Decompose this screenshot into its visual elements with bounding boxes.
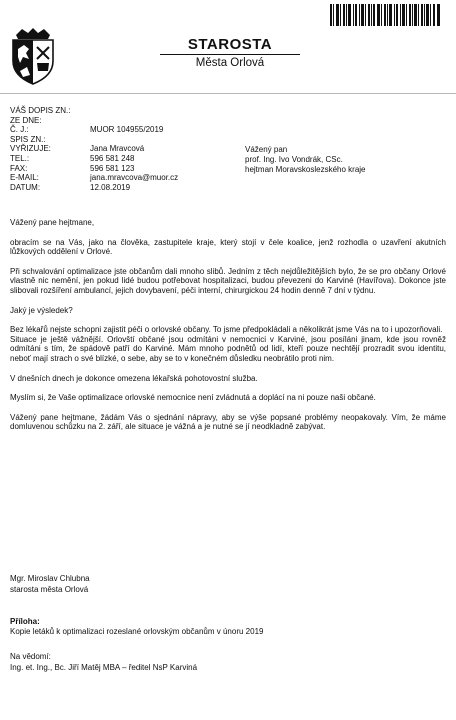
header-divider — [0, 93, 456, 94]
copy-to-block — [10, 652, 197, 673]
copy-to-heading: Na vědomí: — [10, 652, 51, 661]
meta-row — [10, 135, 178, 145]
attachment-heading: Příloha: — [10, 617, 40, 626]
meta-value: 596 581 123 — [90, 163, 135, 173]
meta-row — [10, 144, 178, 154]
meta-label: ZE DNE: — [10, 115, 42, 125]
signature-block — [10, 573, 90, 595]
meta-label: E-MAIL: — [10, 173, 39, 183]
paragraph: Vážený pane hejtmane, žádám Vás o sjednání nápravy, aby se výše popsané problémy neopakovaly. Vím, že máme domluvenou schůzku na 2. září, ale situace je vážná a je nutné se jí neodkladně zabývat. — [10, 412, 446, 432]
paragraph: Při schvalování optimalizace jste občanům dali mnoho slibů. Jedním z těch nejdůležitějších bylo, že se pro občany Orlové vlastně nic nemění, jen pokud lidé budou potřebovat hospitalizaci, budou převezeni do Karviné (Havířova). Dokonce jste slibovali rozšíření ambulancí, jejich dovybavení, péči interní, chirurgickou 24 hodin denně 7 dní v týdnu. — [10, 266, 446, 295]
meta-row — [10, 183, 178, 193]
meta-label: VÁŠ DOPIS ZN.: — [10, 106, 71, 115]
meta-value: jana.mravcova@muor.cz — [90, 173, 179, 183]
meta-value: MUOR 104955/2019 — [90, 125, 164, 135]
meta-label: FAX: — [10, 163, 28, 173]
coat-of-arms-icon — [10, 27, 56, 85]
meta-row — [10, 173, 178, 183]
paragraph: obracím se na Vás, jako na člověka, zastupitele kraje, který stojí v čele koalice, jenž rozhodla o uzavření akutních lůžkových oddělení v Orlové. — [10, 237, 446, 257]
recipient-address — [245, 145, 366, 175]
recipient-line: hejtman Moravskoslezského kraje — [245, 165, 366, 174]
meta-row — [10, 106, 178, 116]
meta-label: VYŘIZUJE: — [10, 144, 51, 154]
letter-body — [10, 218, 446, 442]
meta-label: SPIS ZN.: — [10, 134, 46, 144]
signatory-role: starosta města Orlová — [10, 585, 89, 594]
meta-row — [10, 116, 178, 126]
meta-label: DATUM: — [10, 182, 41, 192]
meta-value: 596 581 248 — [90, 153, 135, 163]
recipient-line: Vážený pan — [245, 145, 288, 154]
paragraph: Bez lékařů nejste schopni zajistit péči o orlovské občany. To jsme předpokládali a několikrát jsme Vás na to i upozorňovali. — [10, 325, 443, 335]
signatory-name: Mgr. Miroslav Chlubna — [10, 574, 90, 583]
page-subtitle: Města Orlová — [195, 57, 265, 69]
meta-label: TEL.: — [10, 153, 30, 163]
copy-to-text: Ing. et. Ing., Bc. Jiří Matěj MBA – ředitel NsP Karviná — [10, 662, 198, 672]
paragraph: Myslím si, že Vaše optimalizace orlovské nemocnice není zvládnutá a doplácí na ni pouze naši občané. — [10, 393, 376, 403]
paragraph: V dnešních dnech je dokonce omezena lékařská pohotovostní služba. — [10, 373, 258, 383]
title-divider — [160, 54, 300, 55]
meta-row — [10, 154, 178, 164]
paragraph: Jaký je výsledek? — [10, 305, 73, 315]
meta-row — [10, 125, 178, 135]
meta-label: Č. J.: — [10, 125, 29, 135]
attachment-block — [10, 617, 263, 637]
meta-row — [10, 164, 178, 174]
barcode-icon — [330, 4, 440, 26]
salutation: Vážený pane hejtmane, — [10, 218, 95, 227]
page-title: STAROSTA — [187, 36, 273, 53]
meta-value: 12.08.2019 — [90, 182, 131, 192]
attachment-text: Kopie letáků k optimalizaci rozeslané orlovským občanům v únoru 2019 — [10, 627, 264, 636]
paragraph: Situace je ještě vážnější. Orlovští občané jsou odmítáni v nemocnici v Karviné, jsou posíláni jinam, kde jsou rovněž odmítáni s tím, že spádově patří do Karviné. Mám mnoho podnětů od lidí, kteří pouze nechtějí prozradit svou identitu, neboť mají strach o své blízké, o sebe, aby se to v konečném důsledku neobrátilo proti nim. — [10, 334, 446, 363]
meta-value: Jana Mravcová — [90, 144, 145, 154]
reference-block — [10, 106, 178, 192]
recipient-line: prof. Ing. Ivo Vondrák, CSc. — [245, 155, 343, 164]
